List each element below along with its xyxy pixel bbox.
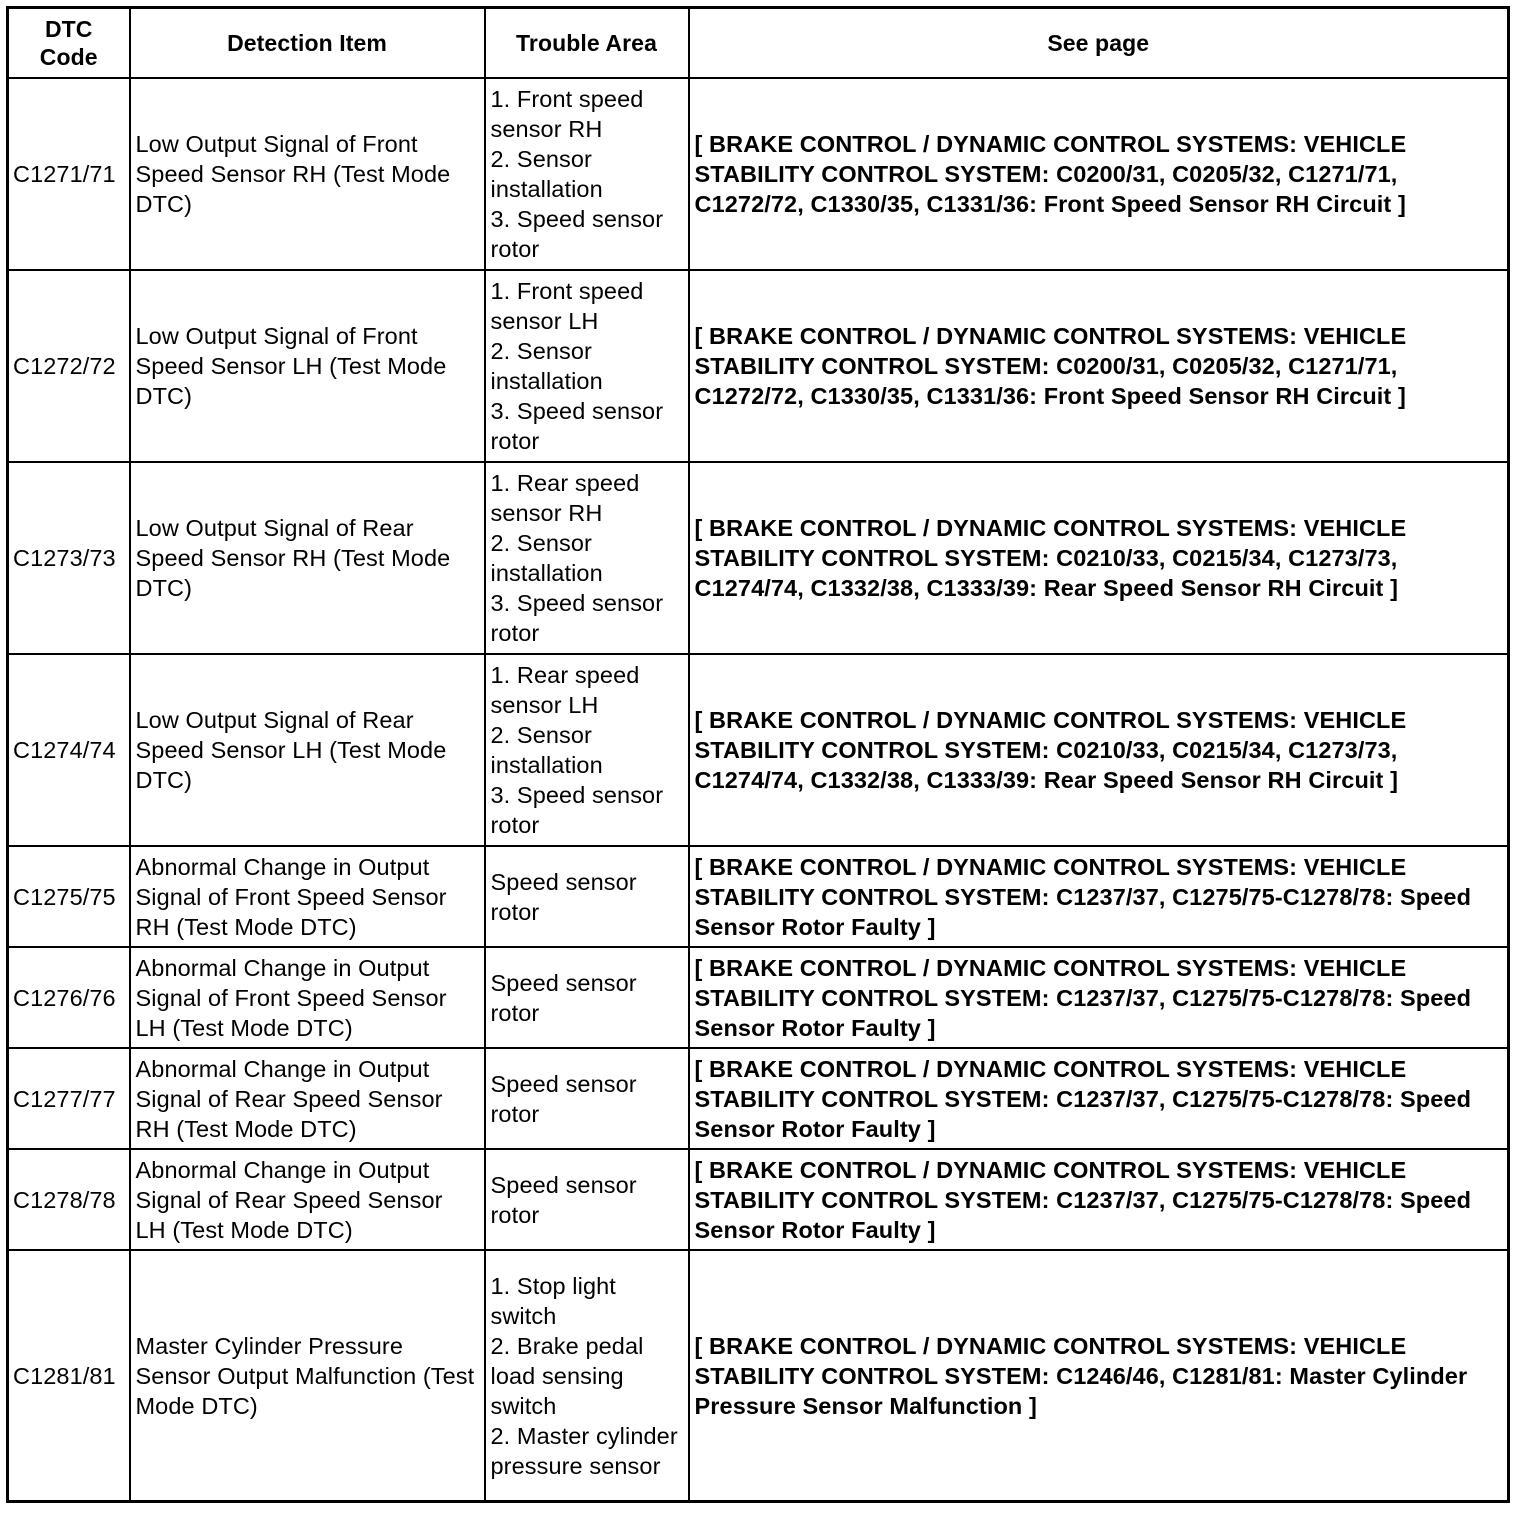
trouble-area-item: 2. Sensor installation	[490, 530, 603, 586]
header-detection-item: Detection Item	[130, 8, 485, 79]
dtc-code: C1278/78	[8, 1149, 130, 1250]
trouble-area	[485, 654, 689, 846]
dtc-table	[6, 6, 1510, 1503]
trouble-area	[485, 78, 689, 270]
header-dtc-code: DTC Code	[8, 8, 130, 79]
trouble-area-item: 1. Stop light switch	[490, 1272, 616, 1329]
trouble-area-item: 1. Front speed sensor RH	[490, 86, 644, 142]
header-row	[8, 8, 1509, 79]
trouble-area	[485, 462, 689, 654]
see-page-reference: [ BRAKE CONTROL / DYNAMIC CONTROL SYSTEMS: VEHICLE STABILITY CONTROL SYSTEM: C1237/37, C1275/75-C1278/78: Speed Sensor Rotor Faulty ]	[689, 947, 1509, 1048]
see-page-reference: [ BRAKE CONTROL / DYNAMIC CONTROL SYSTEMS: VEHICLE STABILITY CONTROL SYSTEM: C0200/31, C0205/32, C1271/71, C1272/72, C1330/35, C1331/36: Front Speed Sensor RH Circuit ]	[689, 78, 1509, 270]
detection-item: Low Output Signal of Rear Speed Sensor LH (Test Mode DTC)	[130, 654, 485, 846]
trouble-area-item: Speed sensor rotor	[490, 969, 637, 1026]
table-row	[8, 1149, 1509, 1250]
see-page-reference: [ BRAKE CONTROL / DYNAMIC CONTROL SYSTEMS: VEHICLE STABILITY CONTROL SYSTEM: C0200/31, C0205/32, C1271/71, C1272/72, C1330/35, C1331/36: Front Speed Sensor RH Circuit ]	[689, 270, 1509, 462]
dtc-code: C1271/71	[8, 78, 130, 270]
header-trouble-area: Trouble Area	[485, 8, 689, 79]
detection-item: Abnormal Change in Output Signal of Front Speed Sensor RH (Test Mode DTC)	[130, 846, 485, 947]
trouble-area-item: Speed sensor rotor	[490, 1070, 637, 1127]
trouble-area-item: 2. Sensor installation	[490, 722, 603, 778]
trouble-area	[485, 1250, 689, 1502]
detection-item: Low Output Signal of Rear Speed Sensor RH (Test Mode DTC)	[130, 462, 485, 654]
trouble-area-item: 3. Speed sensor rotor	[490, 782, 664, 838]
trouble-area-item: 3. Speed sensor rotor	[490, 398, 664, 454]
detection-item: Master Cylinder Pressure Sensor Output Malfunction (Test Mode DTC)	[130, 1250, 485, 1502]
trouble-area-item: 1. Front speed sensor LH	[490, 278, 644, 334]
dtc-code: C1277/77	[8, 1048, 130, 1149]
dtc-code: C1272/72	[8, 270, 130, 462]
trouble-area-item: 1. Rear speed sensor RH	[490, 470, 640, 526]
trouble-area	[485, 1149, 689, 1250]
dtc-code: C1274/74	[8, 654, 130, 846]
trouble-area-item: 2. Master cylinder pressure sensor	[490, 1422, 678, 1479]
dtc-code: C1273/73	[8, 462, 130, 654]
dtc-code: C1276/76	[8, 947, 130, 1048]
trouble-area-item: 2. Brake pedal load sensing switch	[490, 1332, 644, 1419]
trouble-area-item: Speed sensor rotor	[490, 868, 637, 925]
trouble-area-item: 2. Sensor installation	[490, 338, 603, 394]
see-page-reference: [ BRAKE CONTROL / DYNAMIC CONTROL SYSTEMS: VEHICLE STABILITY CONTROL SYSTEM: C1237/37, C1275/75-C1278/78: Speed Sensor Rotor Faulty ]	[689, 1048, 1509, 1149]
detection-item: Low Output Signal of Front Speed Sensor LH (Test Mode DTC)	[130, 270, 485, 462]
trouble-area-item: 1. Rear speed sensor LH	[490, 662, 640, 718]
table-row	[8, 462, 1509, 654]
table-row	[8, 1048, 1509, 1149]
trouble-area	[485, 270, 689, 462]
trouble-area	[485, 846, 689, 947]
table-row	[8, 654, 1509, 846]
see-page-reference: [ BRAKE CONTROL / DYNAMIC CONTROL SYSTEMS: VEHICLE STABILITY CONTROL SYSTEM: C0210/33, C0215/34, C1273/73, C1274/74, C1332/38, C1333/39: Rear Speed Sensor RH Circuit ]	[689, 462, 1509, 654]
dtc-code: C1275/75	[8, 846, 130, 947]
detection-item: Abnormal Change in Output Signal of Front Speed Sensor LH (Test Mode DTC)	[130, 947, 485, 1048]
see-page-reference: [ BRAKE CONTROL / DYNAMIC CONTROL SYSTEMS: VEHICLE STABILITY CONTROL SYSTEM: C1237/37, C1275/75-C1278/78: Speed Sensor Rotor Faulty ]	[689, 1149, 1509, 1250]
detection-item: Abnormal Change in Output Signal of Rear Speed Sensor RH (Test Mode DTC)	[130, 1048, 485, 1149]
detection-item: Abnormal Change in Output Signal of Rear Speed Sensor LH (Test Mode DTC)	[130, 1149, 485, 1250]
trouble-area-item: 3. Speed sensor rotor	[490, 590, 664, 646]
header-see-page: See page	[689, 8, 1509, 79]
trouble-area-item: 2. Sensor installation	[490, 146, 603, 202]
dtc-code: C1281/81	[8, 1250, 130, 1502]
trouble-area-item: Speed sensor rotor	[490, 1171, 637, 1228]
see-page-reference: [ BRAKE CONTROL / DYNAMIC CONTROL SYSTEMS: VEHICLE STABILITY CONTROL SYSTEM: C1246/46, C1281/81: Master Cylinder Pressure Sensor Malfunction ]	[689, 1250, 1509, 1502]
see-page-reference: [ BRAKE CONTROL / DYNAMIC CONTROL SYSTEMS: VEHICLE STABILITY CONTROL SYSTEM: C0210/33, C0215/34, C1273/73, C1274/74, C1332/38, C1333/39: Rear Speed Sensor RH Circuit ]	[689, 654, 1509, 846]
table-row	[8, 947, 1509, 1048]
table-row	[8, 78, 1509, 270]
trouble-area-item: 3. Speed sensor rotor	[490, 206, 664, 262]
table-row	[8, 1250, 1509, 1502]
detection-item: Low Output Signal of Front Speed Sensor RH (Test Mode DTC)	[130, 78, 485, 270]
table-row	[8, 270, 1509, 462]
trouble-area	[485, 1048, 689, 1149]
table-row	[8, 846, 1509, 947]
trouble-area	[485, 947, 689, 1048]
see-page-reference: [ BRAKE CONTROL / DYNAMIC CONTROL SYSTEMS: VEHICLE STABILITY CONTROL SYSTEM: C1237/37, C1275/75-C1278/78: Speed Sensor Rotor Faulty ]	[689, 846, 1509, 947]
